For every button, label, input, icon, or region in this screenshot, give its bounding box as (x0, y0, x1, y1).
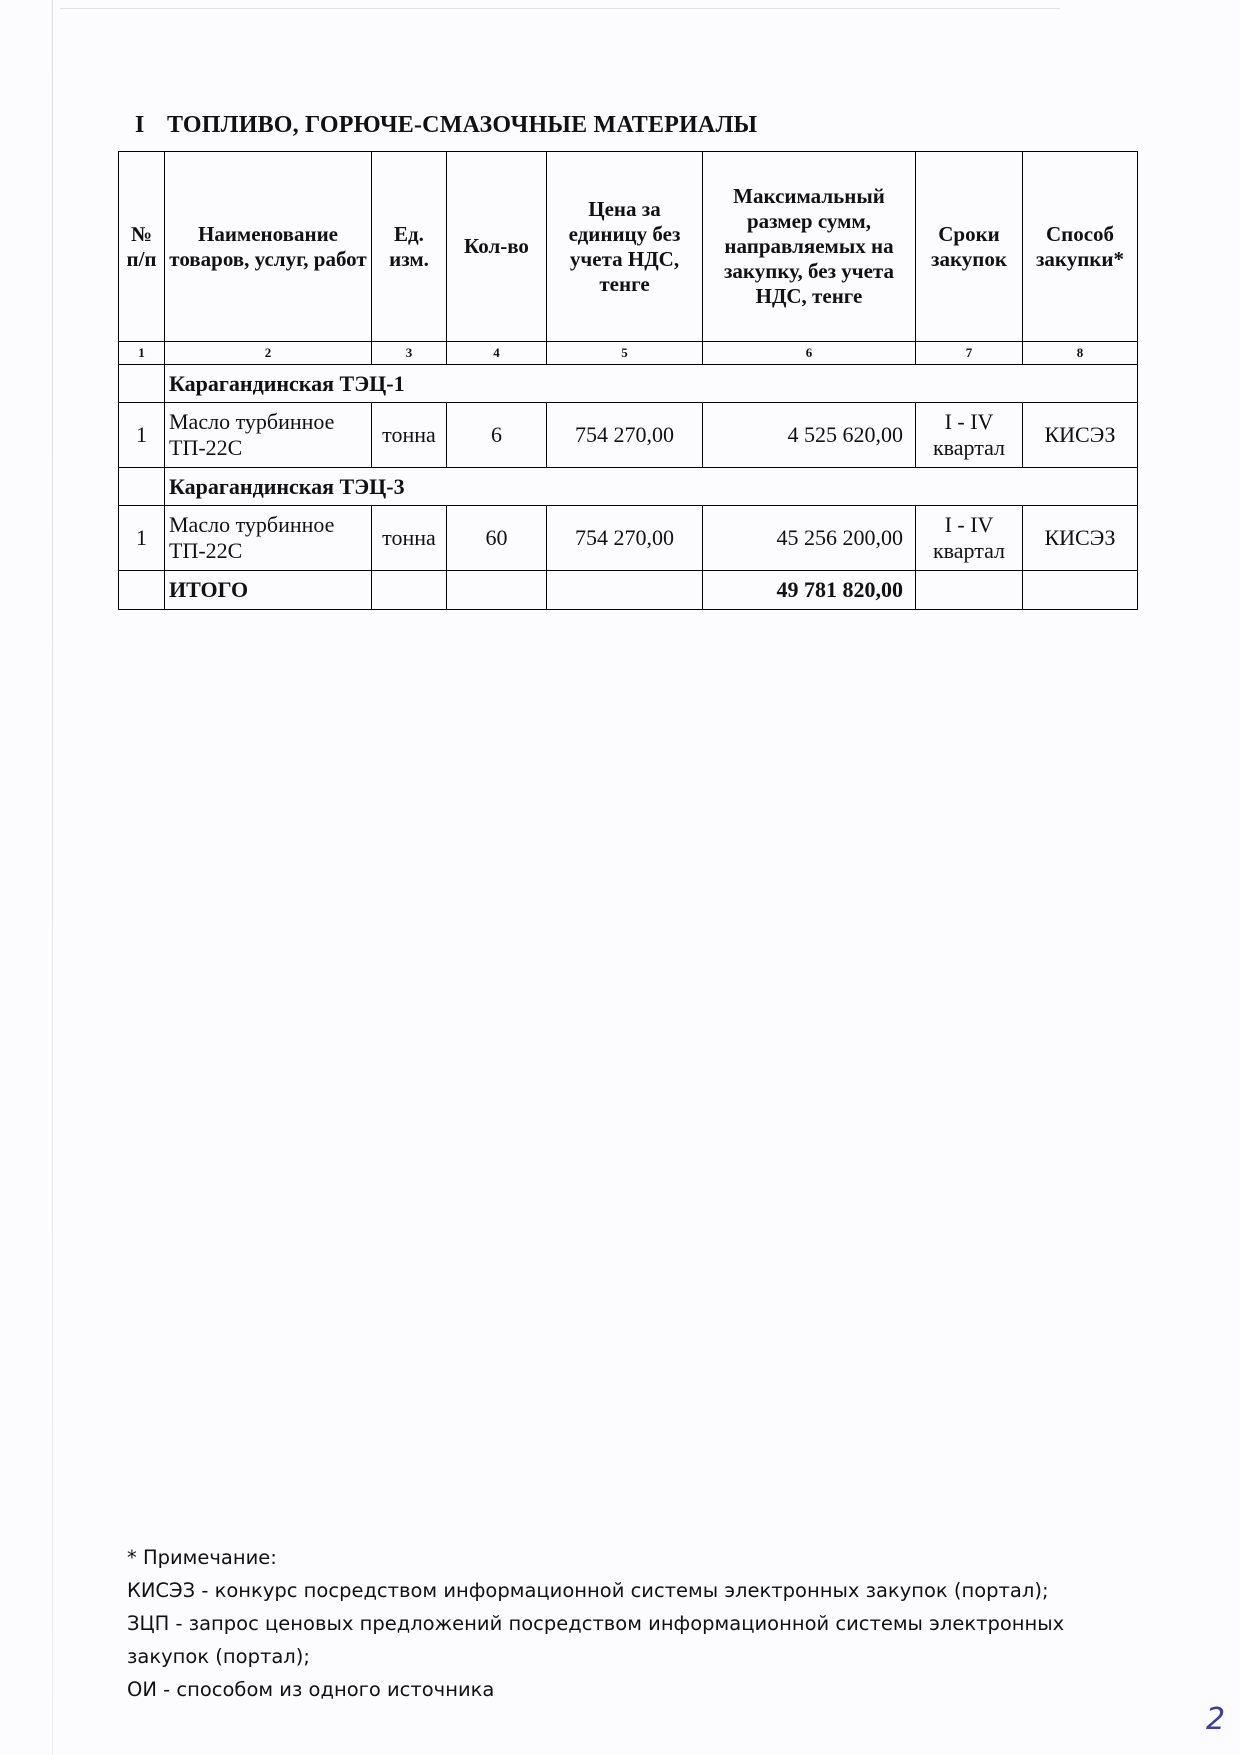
row-period (916, 403, 1023, 468)
column-number: 5 (547, 342, 703, 365)
row-unit: тонна (372, 403, 447, 468)
row-num: 1 (119, 403, 165, 468)
row-price: 754 270,00 (547, 403, 703, 468)
column-number: 8 (1023, 342, 1138, 365)
section-title (135, 112, 757, 139)
row-sum: 4 525 620,00 (703, 403, 916, 468)
row-qty: 6 (447, 403, 547, 468)
header-period: Сроки закупок (916, 152, 1023, 342)
header-price: Цена за единицу без учета НДС, тенге (547, 152, 703, 342)
row-num: 1 (119, 506, 165, 571)
column-number: 6 (703, 342, 916, 365)
total-row (119, 571, 1138, 610)
section-heading: ТОПЛИВО, ГОРЮЧЕ-СМАЗОЧНЫЕ МАТЕРИАЛЫ (167, 112, 758, 138)
period-unit: квартал (932, 538, 1006, 563)
header-num: № п/п (119, 152, 165, 342)
header-name: Наименование товаров, услуг, работ (165, 152, 372, 342)
group-name: Карагандинская ТЭЦ-3 (165, 468, 1138, 506)
row-item-name: Масло турбинное ТП-22С (165, 506, 372, 571)
header-unit: Ед. изм. (372, 152, 447, 342)
column-numbers-row (119, 342, 1138, 365)
table-row (119, 506, 1138, 571)
row-sum: 45 256 200,00 (703, 506, 916, 571)
column-number: 7 (916, 342, 1023, 365)
column-number: 1 (119, 342, 165, 365)
section-number: I (135, 112, 145, 138)
footnote-line: закупок (портал); (127, 1645, 310, 1668)
row-method: КИСЭЗ (1023, 403, 1138, 468)
header-row (119, 152, 1138, 342)
column-number: 4 (447, 342, 547, 365)
footnote-heading: * Примечание: (127, 1546, 277, 1569)
row-price: 754 270,00 (547, 506, 703, 571)
row-period (916, 506, 1023, 571)
table-row (119, 403, 1138, 468)
period-range: I - IV (944, 512, 994, 537)
total-sum: 49 781 820,00 (703, 571, 916, 610)
row-unit: тонна (372, 506, 447, 571)
row-method: КИСЭЗ (1023, 506, 1138, 571)
footnote (127, 1541, 1127, 1706)
row-qty: 60 (447, 506, 547, 571)
group-name: Карагандинская ТЭЦ-1 (165, 365, 1138, 403)
scan-edge (52, 0, 53, 1755)
header-max-sum: Максимальный размер сумм, направляемых на закупку, без учета НДС, тенге (703, 152, 916, 342)
header-qty: Кол-во (447, 152, 547, 342)
scan-edge-top (60, 8, 1060, 9)
footnote-line: ОИ - способом из одного источника (127, 1678, 495, 1701)
column-number: 3 (372, 342, 447, 365)
procurement-table (118, 151, 1138, 610)
row-item-name: Масло турбинное ТП-22С (165, 403, 372, 468)
period-unit: квартал (932, 435, 1006, 460)
footnote-line: ЗЦП - запрос ценовых предложений посредством информационной системы электронных (127, 1612, 1065, 1635)
group-row (119, 468, 1138, 506)
period-range: I - IV (944, 409, 994, 434)
header-method: Способ закупки* (1023, 152, 1138, 342)
group-row (119, 365, 1138, 403)
footnote-line: КИСЭЗ - конкурс посредством информационной системы электронных закупок (портал); (127, 1579, 1049, 1602)
total-label: ИТОГО (165, 571, 372, 610)
column-number: 2 (165, 342, 372, 365)
page-number: 2 (1206, 1702, 1226, 1737)
